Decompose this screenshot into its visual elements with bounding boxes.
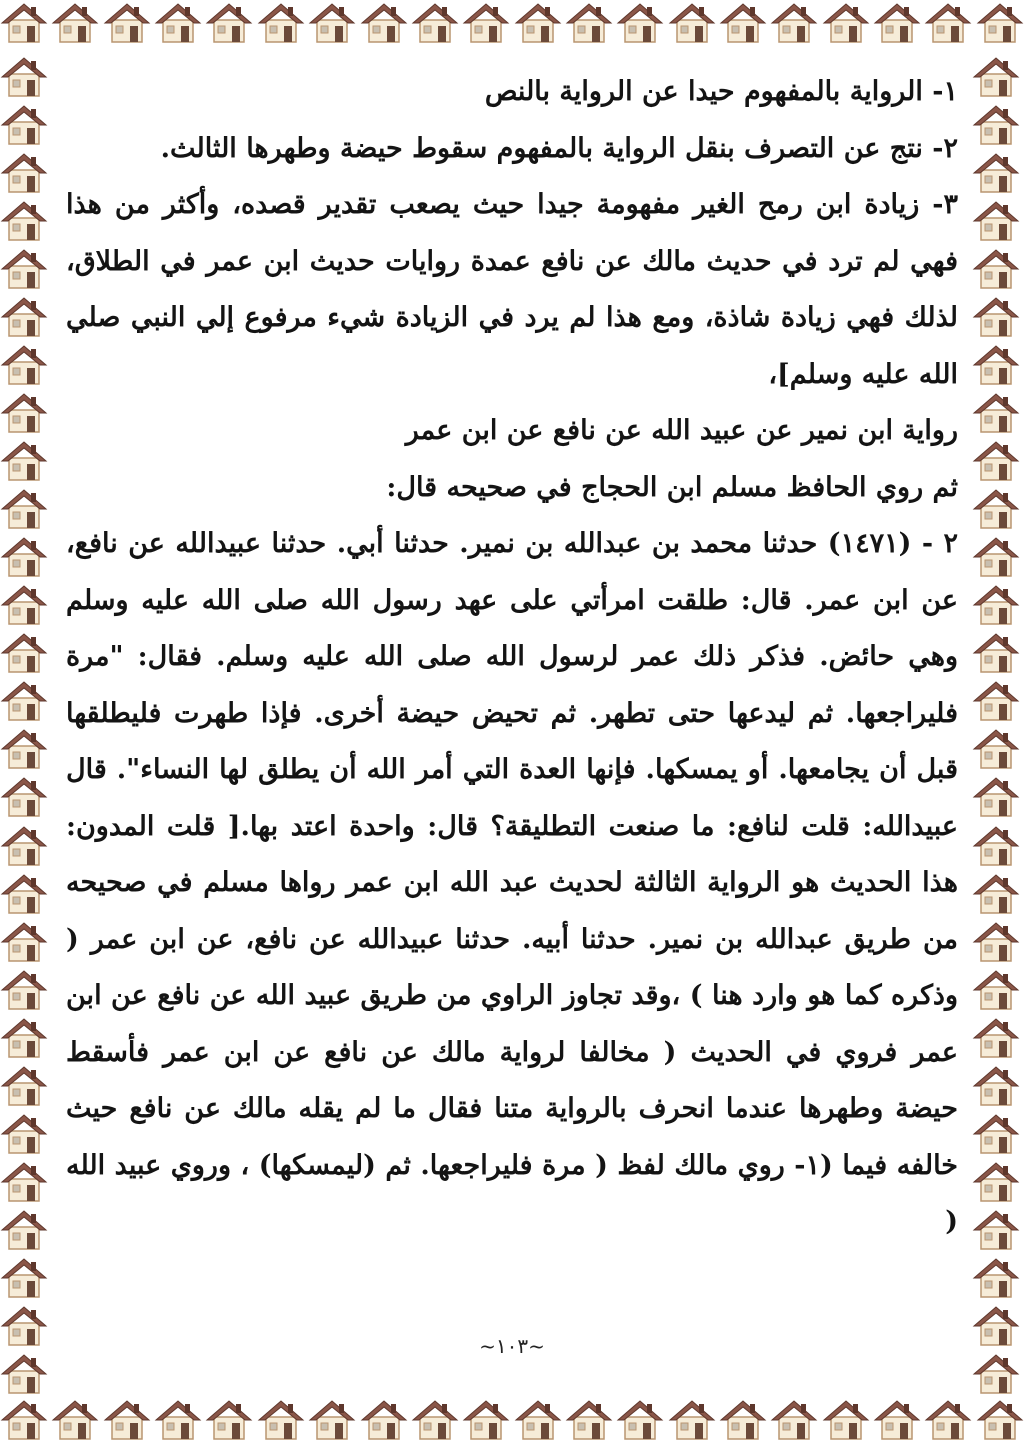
house-icon [972,150,1024,194]
house-icon [972,246,1024,290]
point-3: ٣- زيادة ابن رمح الغير مفهومة جيدا حيث يصعب تقدير قصده، وأكثر من هذا فهي لم ترد في حديث مالك عن نافع عمدة روايات حديث ابن عمر في الطلاق، لذلك فهي زيادة شاذة، ومع هذا لم يرد في الزيادة شيء مرفوع إلي النبي صلي الله عليه وسلم]، [66,189,958,390]
house-icon [616,0,664,52]
house-icon [924,1397,972,1449]
house-icon [972,871,1024,915]
house-icon [972,1159,1024,1203]
house-icon [972,967,1024,1011]
house-icon [257,1397,305,1449]
house-icon [514,0,562,52]
house-icon [462,1397,510,1449]
house-icon [972,726,1024,770]
house-icon [822,0,870,52]
page-number: ~١٠٣~ [479,1334,545,1358]
house-icon [972,198,1024,242]
house-icon [972,342,1024,386]
page-body [66,64,958,1251]
house-icon [0,1111,52,1155]
house-icon [0,919,52,963]
house-icon [0,246,52,290]
house-icon [972,630,1024,674]
house-icon [972,534,1024,578]
house-icon [770,0,818,52]
house-icon [0,198,52,242]
house-icon [0,1397,48,1449]
house-icon [0,582,52,626]
hadith-text: ٢ - (١٤٧١) حدثنا محمد بن عبدالله بن نمير. حدثنا أبي. حدثنا عبيدالله عن نافع، عن ابن عمر. قال: طلقت امرأتي على عهد رسول الله صلى الله عليه وسلم وهي حائض. فذكر ذلك عمر لرسول الله صلى الله عليه وسلم. فقال: "مرة فليراجعها. ثم ليدعها حتى تطهر. ثم تحيض حيضة أخرى. فإذا طهرت فليطلقها قبل أن يجامعها. أو يمسكها. فإنها العدة التي أمر الله أن يطلق لها النساء". قال عبيدالله: قلت لنافع: ما صنعت التطليقة؟ قال: واحدة اعتد بها.[ قلت المدون: هذا الحديث هو الرواية الثالثة لحديث عبد الله ابن عمر رواها مسلم في صحيحه من طريق عبدالله بن نمير. حدثنا أبيه. حدثنا عبيدالله عن نافع، عن ابن عمر ( وذكره كما هو وارد هنا ) ،وقد تجاوز الراوي من طريق عبيد الله عن نافع عن ابن عمر فروي في الحديث ( مخالفا لرواية مالك عن نافع عن ابن عمر فأسقط حيضة وطهرها عندما انحرف بالرواية متنا فقال ما لم يقله مالك عن نافع حيث خالفه فيما (١- روي مالك لفظ ( مرة فليراجعها. ثم (ليمسكها) ، وروي عبيد الله ( [66,528,958,1237]
house-icon [0,774,52,818]
house-icon [0,486,52,530]
house-icon [972,582,1024,626]
house-icon [0,823,52,867]
house-icon [205,1397,253,1449]
house-icon [0,871,52,915]
border-right [972,52,1024,1397]
house-icon [0,342,52,386]
house-icon [873,1397,921,1449]
house-icon [719,0,767,52]
house-icon [972,102,1024,146]
house-icon [972,774,1024,818]
house-icon [972,294,1024,338]
house-icon [972,1015,1024,1059]
house-icon [360,0,408,52]
house-icon [154,0,202,52]
house-icon [972,1063,1024,1107]
house-icon [308,0,356,52]
house-icon [411,1397,459,1449]
house-icon [0,534,52,578]
house-icon [972,1255,1024,1299]
house-icon [972,1111,1024,1155]
house-icon [0,150,52,194]
house-icon [972,1207,1024,1251]
house-icon [976,0,1024,52]
house-icon [972,919,1024,963]
intro-line: ثم روي الحافظ مسلم ابن الحجاج في صحيحه قال: [386,471,958,503]
section-heading: رواية ابن نمير عن عبيد الله عن نافع عن ابن عمر [405,415,958,446]
house-icon [0,678,52,722]
border-bottom [0,1397,1024,1449]
house-icon [257,0,305,52]
house-icon [0,1159,52,1203]
house-icon [565,1397,613,1449]
house-icon [976,1397,1024,1449]
house-icon [0,726,52,770]
house-icon [0,294,52,338]
house-icon [565,0,613,52]
house-icon [0,102,52,146]
house-icon [616,1397,664,1449]
house-icon [668,1397,716,1449]
house-icon [972,486,1024,530]
house-icon [972,390,1024,434]
house-icon [0,1063,52,1107]
house-icon [0,1207,52,1251]
house-icon [972,823,1024,867]
border-left [0,52,52,1397]
house-icon [972,678,1024,722]
house-icon [411,0,459,52]
house-icon [719,1397,767,1449]
house-icon [770,1397,818,1449]
house-icon [0,1255,52,1299]
house-icon [0,630,52,674]
house-icon [668,0,716,52]
house-icon [924,0,972,52]
house-icon [0,967,52,1011]
house-icon [154,1397,202,1449]
house-icon [0,1015,52,1059]
house-icon [972,54,1024,98]
house-icon [51,0,99,52]
house-icon [0,0,48,52]
house-icon [462,0,510,52]
house-icon [103,1397,151,1449]
house-icon [0,54,52,98]
house-icon [360,1397,408,1449]
house-icon [205,0,253,52]
point-1: ١- الرواية بالمفهوم حيدا عن الرواية بالنص [484,76,958,107]
house-icon [514,1397,562,1449]
house-icon [103,0,151,52]
border-top [0,0,1024,52]
house-icon [308,1397,356,1449]
point-2: ٢- نتج عن التصرف بنقل الرواية بالمفهوم سقوط حيضة وطهرها الثالث. [160,132,958,164]
house-icon [0,390,52,434]
house-icon [873,0,921,52]
house-icon [972,438,1024,482]
house-icon [822,1397,870,1449]
house-icon [51,1397,99,1449]
house-icon [0,438,52,482]
